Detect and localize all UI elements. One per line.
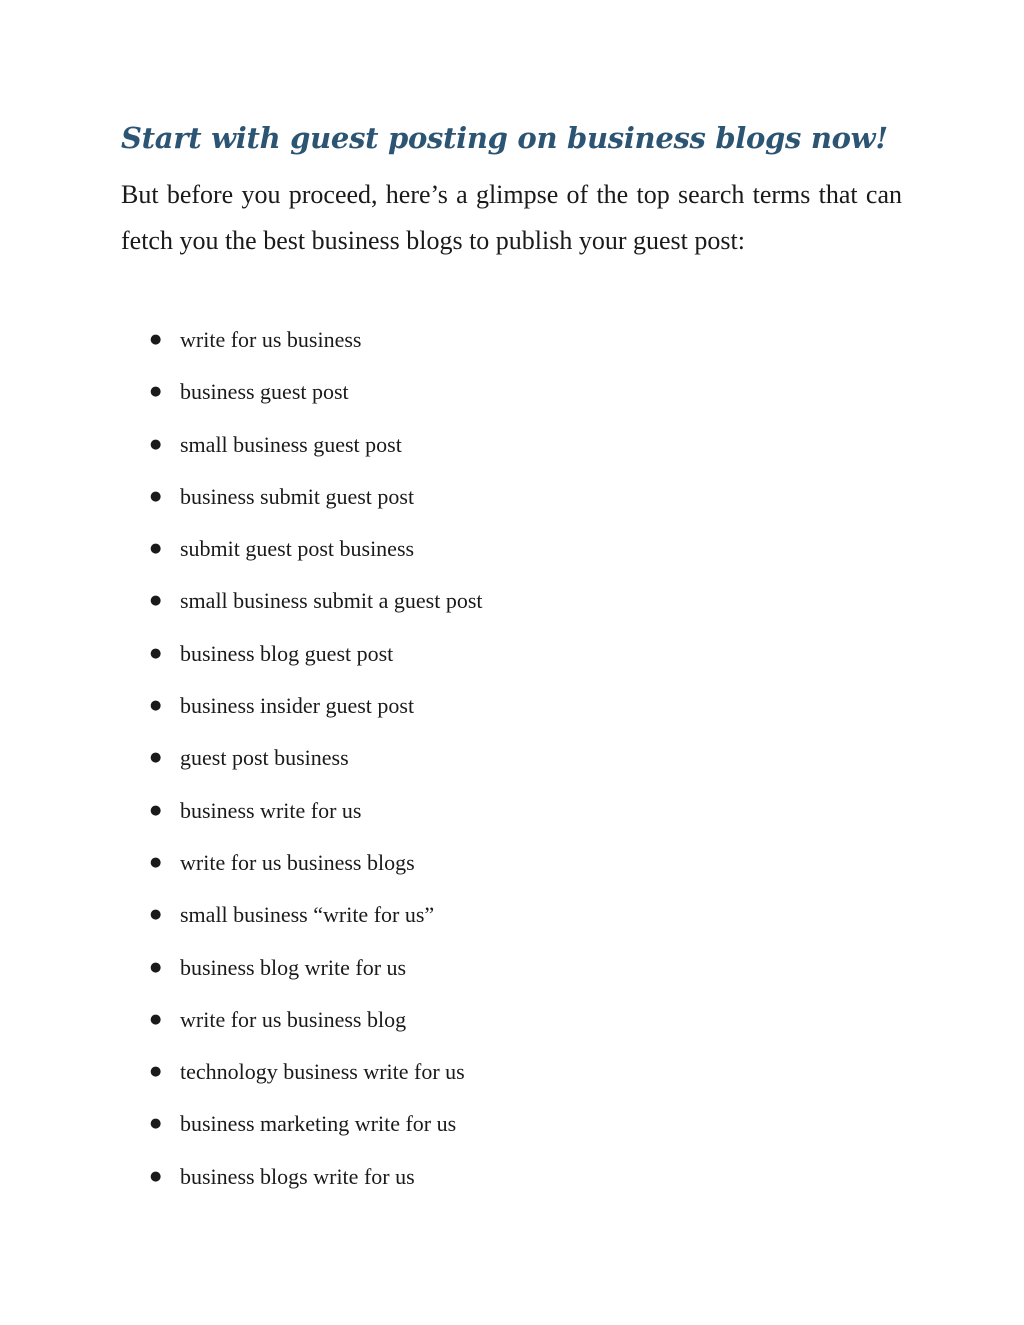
list-item bbox=[150, 889, 483, 941]
list-item bbox=[150, 419, 483, 471]
bullet-icon: ● bbox=[150, 1011, 162, 1027]
bullet-icon: ● bbox=[150, 332, 162, 347]
search-term: write for us business blogs bbox=[180, 849, 415, 875]
bullet-icon: ● bbox=[150, 384, 162, 400]
list-item bbox=[150, 523, 483, 575]
list-item bbox=[150, 994, 483, 1046]
bullet-icon: ● bbox=[150, 645, 162, 661]
list-item bbox=[150, 471, 483, 523]
list-item bbox=[150, 1151, 483, 1203]
search-term: guest post business bbox=[180, 745, 349, 771]
list-item bbox=[150, 1046, 483, 1098]
bullet-icon: ● bbox=[150, 436, 162, 452]
list-item bbox=[150, 314, 483, 366]
list-item bbox=[150, 942, 483, 994]
search-term: write for us business blog bbox=[180, 1006, 407, 1032]
list-item bbox=[150, 680, 483, 732]
bullet-icon: ● bbox=[150, 593, 162, 609]
bullet-icon: ● bbox=[150, 750, 162, 766]
search-term: business write for us bbox=[180, 797, 362, 823]
list-item bbox=[150, 366, 483, 418]
search-term: business blogs write for us bbox=[180, 1163, 415, 1189]
search-term: write for us business bbox=[180, 327, 362, 352]
search-term: technology business write for us bbox=[180, 1059, 465, 1085]
bullet-icon: ● bbox=[150, 1168, 162, 1184]
bullet-icon: ● bbox=[150, 1064, 162, 1080]
section-heading: Start with guest posting on business blogs now! bbox=[121, 121, 888, 155]
search-term: business blog write for us bbox=[180, 954, 407, 980]
list-item bbox=[150, 628, 483, 680]
list-item bbox=[150, 1098, 483, 1150]
bullet-icon: ● bbox=[150, 488, 162, 504]
search-term: small business “write for us” bbox=[180, 902, 435, 928]
list-item bbox=[150, 575, 483, 627]
search-term: business marketing write for us bbox=[180, 1111, 457, 1137]
list-item bbox=[150, 732, 483, 784]
search-term: business blog guest post bbox=[180, 640, 394, 666]
bullet-icon: ● bbox=[150, 907, 162, 923]
search-terms-list bbox=[150, 314, 483, 1203]
list-item bbox=[150, 785, 483, 837]
intro-paragraph: But before you proceed, here’s a glimpse of the top search terms that can fetch you the best business blogs to publish your guest post: bbox=[121, 180, 902, 255]
search-term: business insider guest post bbox=[180, 693, 415, 719]
search-term: submit guest post business bbox=[180, 536, 415, 562]
bullet-icon: ● bbox=[150, 854, 162, 870]
bullet-icon: ● bbox=[150, 541, 162, 557]
search-term: small business guest post bbox=[180, 431, 402, 457]
bullet-icon: ● bbox=[150, 698, 162, 714]
search-term: business guest post bbox=[180, 379, 349, 405]
search-term: business submit guest post bbox=[180, 483, 415, 509]
search-term: small business submit a guest post bbox=[180, 588, 483, 614]
bullet-icon: ● bbox=[150, 959, 162, 975]
bullet-icon: ● bbox=[150, 802, 162, 818]
bullet-icon: ● bbox=[150, 1116, 162, 1132]
list-item bbox=[150, 837, 483, 889]
